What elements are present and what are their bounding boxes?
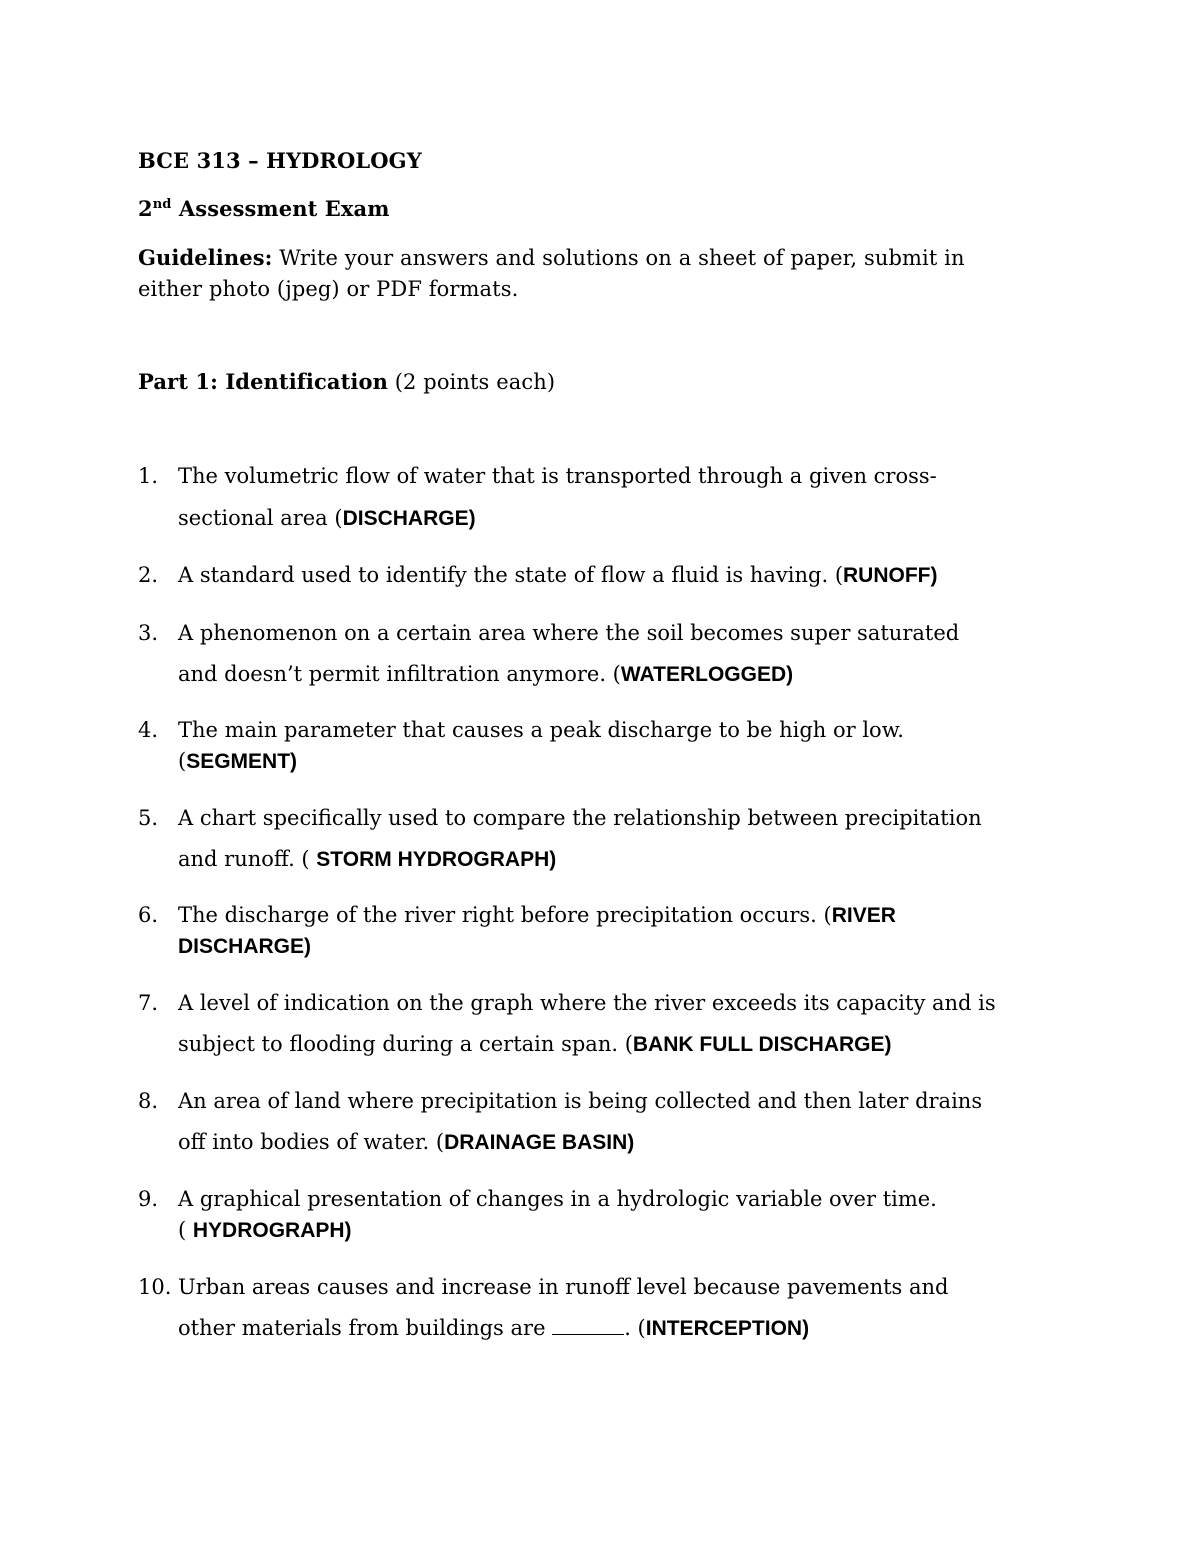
item-text-line-2 [178, 745, 297, 778]
course-title [138, 145, 422, 177]
item-text-line-2 [178, 930, 311, 963]
item-text-line-2 [178, 1126, 634, 1159]
item-text-line-1 [178, 559, 938, 592]
item-answer: DRAINAGE BASIN) [444, 1131, 635, 1154]
item-text-cont: subject to flooding during a certain span. ( [178, 1032, 633, 1056]
item-answer: BANK FULL DISCHARGE) [632, 1033, 892, 1056]
item-text-line-2 [178, 1214, 352, 1247]
item-text-line-2 [178, 502, 476, 535]
guidelines-label: Guidelines: [138, 245, 273, 270]
item-text-line-2 [178, 843, 556, 876]
item-text: The discharge of the river right before precipitation occurs. ( [178, 903, 832, 927]
part1-title: Part 1: Identification [138, 369, 388, 394]
item-text-line-1 [178, 899, 896, 932]
item-number: 9. [138, 1187, 159, 1211]
item-text: A standard used to identify the state of flow a fluid is having. ( [178, 563, 844, 587]
item-text: The main parameter that causes a peak discharge to be high or low. [178, 718, 904, 742]
item-text-line-2 [178, 1028, 892, 1061]
answer-blank [552, 1316, 624, 1335]
item-text-line-2 [178, 1312, 809, 1345]
item-text-after-blank: . ( [624, 1316, 646, 1340]
item-answer: DISCHARGE) [178, 935, 312, 958]
part1-heading [138, 366, 555, 398]
item-text-cont: ( [178, 1218, 193, 1242]
item-number: 8. [138, 1089, 159, 1113]
item-answer: HYDROGRAPH) [192, 1219, 352, 1242]
item-text-cont: other materials from buildings are [178, 1316, 553, 1340]
item-number: 6. [138, 903, 159, 927]
item-text: A phenomenon on a certain area where the soil becomes super saturated [178, 621, 960, 645]
item-text: The volumetric flow of water that is transported through a given cross- [178, 464, 937, 488]
guidelines-line-2 [138, 273, 518, 305]
item-text: A level of indication on the graph where the river exceeds its capacity and is [178, 991, 996, 1015]
exam-title-ordinal: nd [152, 197, 172, 212]
item-answer: WATERLOGGED) [620, 663, 794, 686]
guidelines-text-1: Write your answers and solutions on a sheet of paper, submit in [272, 246, 965, 270]
guidelines-text-2: either photo (jpeg) or PDF formats. [138, 277, 519, 301]
item-answer-part-1: RIVER [831, 904, 896, 927]
item-answer: RUNOFF) [843, 564, 938, 587]
item-number: 3. [138, 621, 159, 645]
item-text-cont: and runoff. ( [178, 847, 317, 871]
course-title-text: BCE 313 – HYDROLOGY [138, 148, 422, 173]
exam-title-number: 2 [138, 196, 153, 221]
item-text: An area of land where precipitation is being collected and then later drains [178, 1089, 983, 1113]
item-text: A chart specifically used to compare the relationship between precipitation [178, 806, 982, 830]
item-number: 10. [138, 1275, 172, 1299]
item-text-cont: off into bodies of water. ( [178, 1130, 445, 1154]
item-answer: INTERCEPTION) [645, 1317, 810, 1340]
item-text: A graphical presentation of changes in a hydrologic variable over time. [178, 1187, 937, 1211]
item-answer: DISCHARGE) [342, 507, 476, 530]
item-answer: SEGMENT) [186, 750, 298, 773]
item-number: 7. [138, 991, 159, 1015]
exam-title [138, 193, 390, 225]
item-text-cont: ( [178, 749, 187, 773]
part1-points: (2 points each) [387, 370, 556, 394]
item-number: 2. [138, 563, 159, 587]
item-number: 4. [138, 718, 159, 742]
exam-title-text: Assessment Exam [171, 196, 390, 221]
item-text: Urban areas causes and increase in runoff level because pavements and [178, 1275, 949, 1299]
item-text-cont: sectional area ( [178, 506, 343, 530]
item-text-line-2 [178, 658, 793, 691]
item-text-cont: and doesn’t permit infiltration anymore. ( [178, 662, 621, 686]
item-number: 1. [138, 464, 159, 488]
item-number: 5. [138, 806, 159, 830]
guidelines-line-1 [138, 242, 965, 274]
item-answer: STORM HYDROGRAPH) [316, 848, 557, 871]
